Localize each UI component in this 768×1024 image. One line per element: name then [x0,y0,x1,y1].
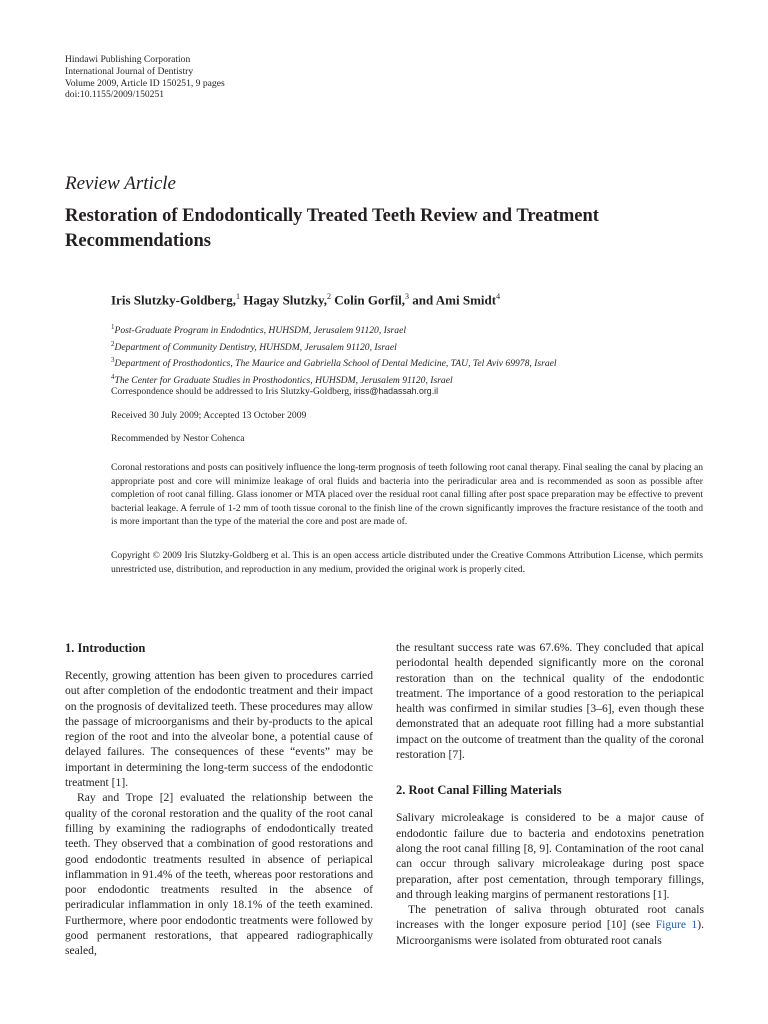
affil-text: The Center for Graduate Studies in Prosthodontics, HUHSDM, Jerusalem 91120, Israel [114,375,453,387]
copyright-notice: Copyright © 2009 Iris Slutzky-Goldberg et al. This is an open access article distributed under the Creative Commons Attribution License, which permits unrestricted use, distribution, and reproduction in any medium, provided the original work is properly cited. [111,550,703,575]
correspondence-text: Correspondence should be addressed to Iris Slutzky-Goldberg, [111,386,354,397]
author-affil-mark: 3 [405,292,410,301]
affiliation-item [111,354,557,371]
affil-mark: 3 [111,356,115,365]
affiliation-item [111,321,557,338]
recommended-by: Recommended by Nestor Cohenca [111,433,245,444]
journal-header [65,54,225,101]
section2-paragraph-2-start: The penetration of saliva through obturated root canals increases with the longer exposure period [10] (see [396,903,704,932]
right-column [396,640,704,948]
doi: doi:10.1155/2009/150251 [65,89,165,101]
affil-text: Department of Prosthodontics, The Maurice and Gabriella School of Dental Medicine, TAU, Tel Aviv 69978, Israel [114,358,557,370]
author-name: Colin Gorfil, [331,292,406,308]
intro-paragraph-2-continued: the resultant success rate was 67.6%. They concluded that apical periodontal health depended significantly more on the coronal restoration than on the technical quality of the endodontic treatment. The importance of a good restoration to the periapical health was confirmed in similar studies [3–6], even though these demonstrated that an adequate root filling had a more substantial impact on the outcome of treatment than the quality of the coronal restoration [7]. [396,641,704,762]
correspondence [111,386,438,397]
intro-paragraph-2: Ray and Trope [2] evaluated the relationship between the quality of the coronal restoration and the quality of the root canal filling by examining the radiographs of endodontically treated teeth. They observed that a combination of good restorations and good endodontic treatments resulted in absence of periapical inflammation in 91.4% of the teeth, whereas poor restorations and poor endodontic treatments resulted in the absence of periradicular inflammation in only 18.1% of the teeth examined. Furthermore, where poor endodontic treatments were followed by good permanent restorations, that appeared radiographically sealed, [65,791,373,958]
left-column [65,640,373,959]
affil-text: Department of Community Dentistry, HUHSDM, Jerusalem 91120, Israel [114,341,397,353]
section2-paragraph-2-end: ). Microorganisms were isolated from obturated root canals [396,918,704,947]
article-type: Review Article [65,173,176,194]
affil-text: Post-Graduate Program in Endodntics, HUHSDM, Jerusalem 91120, Israel [114,325,407,337]
article-title: Restoration of Endodontically Treated Teeth Review and Treatment Recommendations [65,206,599,251]
section-heading-introduction: 1. Introduction [65,641,146,655]
intro-paragraph-1: Recently, growing attention has been given to procedures carried out after completion of the endodontic treatment and their impact on the prognosis of devitalized teeth. These procedures may allow the passage of microorganisms and their by-products to the apical region of the root and into the alveolar bone, a potential cause of delayed failures. The consequences of these “events” may be important in determining the long-term success of the endodontic treatment [1]. [65,669,373,790]
section-heading-root-canal: 2. Root Canal Filling Materials [396,783,562,798]
journal-name: International Journal of Dentistry [65,65,194,77]
author-name: and Ami Smidt [409,292,497,308]
affiliation-item [111,338,557,355]
affil-mark: 2 [111,339,115,348]
affil-mark: 4 [111,373,115,382]
author-affil-mark: 4 [496,292,501,301]
received-dates: Received 30 July 2009; Accepted 13 October 2009 [111,410,307,421]
figure-1-link[interactable]: Figure 1 [655,918,698,932]
publisher: Hindawi Publishing Corporation [65,54,191,65]
author-affil-mark: 1 [235,292,240,301]
section2-paragraph-2 [396,902,704,948]
affil-mark: 1 [111,323,115,331]
author-name: Iris Slutzky-Goldberg, [111,292,236,308]
volume-info: Volume 2009, Article ID 150251, 9 pages [65,77,225,89]
author-name: Hagay Slutzky, [239,292,328,308]
correspondence-email[interactable]: iriss@hadassah.org.il [353,386,439,396]
abstract: Coronal restorations and posts can positively influence the long-term prognosis of teeth following root canal therapy. Final sealing the canal by placing an appropriate post and core will minimize leakage of oral fluids and bacteria into the periradicular area and is recommended as soon as possible after completion of root canal filling. Glass ionomer or MTA placed over the residual root canal filling after post space preparation may be effective to prevent bacterial leakage. A ferrule of 1-2 mm of tooth tissue coronal to the finish line of the crown significantly improves the fracture resistance of the tooth and is more important than the type of the material the core and post are made of. [111,462,703,527]
author-affil-mark: 2 [327,292,332,301]
section2-paragraph-1: Salivary microleakage is considered to be a major cause of endodontic failure due to bacteria and endotoxins penetration along the root canal filling [8, 9]. Contamination of the root canal can occur through salivary microleakage during post space preparation, after post cementation, through temporary fillings, and through leaking margins of permanent restorations [1]. [396,811,704,901]
affiliations [111,321,557,388]
author-list [111,292,500,308]
